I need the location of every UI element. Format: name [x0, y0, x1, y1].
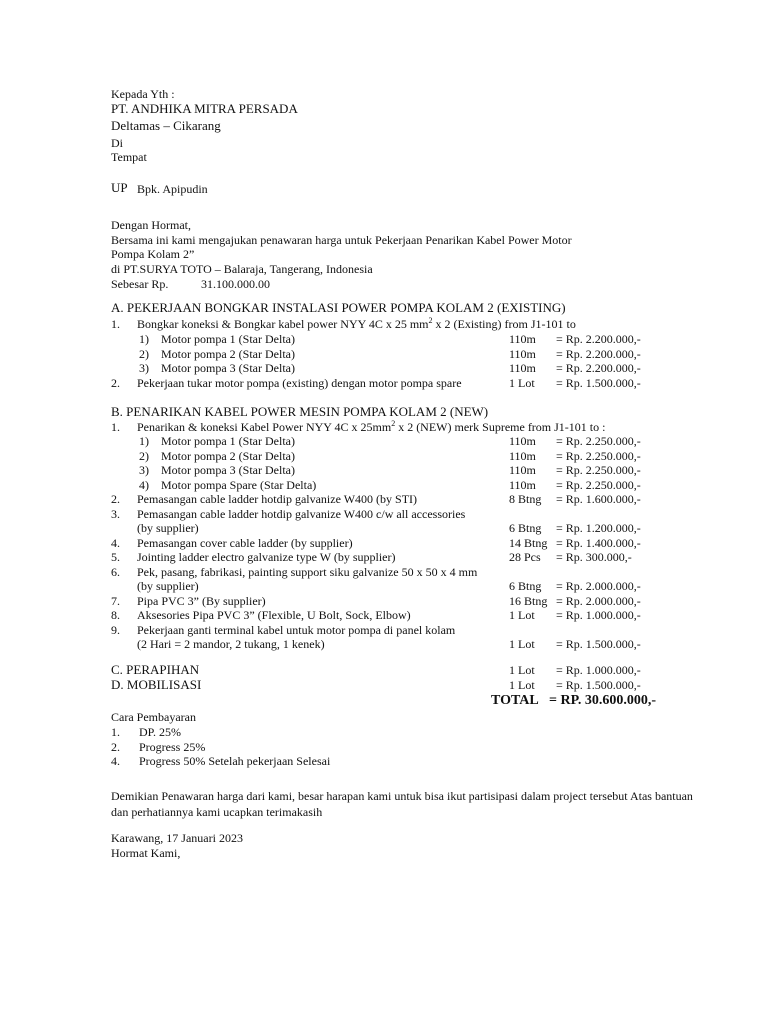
section-c-qty: 1 Lot: [509, 663, 535, 677]
section-b-item-number: 8.: [111, 608, 120, 622]
section-d-price: = Rp. 1.500.000,-: [556, 678, 641, 692]
section-a-subitem-desc: Motor pompa 2 (Star Delta): [161, 346, 295, 361]
section-b-subitem-qty: 110m: [509, 477, 536, 492]
closing-line-1: Demikian Penawaran harga dari kami, besar harapan kami untuk bisa ikut partisipasi dalam project tersebut Atas bantuan: [111, 789, 693, 803]
section-b-subitem-number: 2): [139, 448, 149, 463]
payment-item-text: Progress 50% Setelah pekerjaan Selesai: [139, 754, 331, 768]
section-b-item-price: = Rp. 1.600.000,-: [556, 492, 641, 506]
payment-item-text: DP. 25%: [139, 725, 182, 739]
section-b-subitem-price: = Rp. 2.250.000,-: [556, 434, 641, 448]
section-b-item-qty: 16 Btng: [509, 593, 548, 608]
section-c-title: C. PERAPIHAN: [111, 662, 200, 677]
section-a-subitem-price: = Rp. 2.200.000,-: [556, 361, 641, 375]
section-b-subitem-price: = Rp. 2.250.000,-: [556, 448, 641, 463]
recipient-company: PT. ANDHIKA MITRA PERSADA: [111, 101, 298, 116]
section-a-subitem-price: = Rp. 2.200.000,-: [556, 332, 641, 346]
section-a-subitem-qty: 110m: [509, 332, 536, 346]
section-b-item-price: = Rp. 2.000.000,-: [556, 593, 641, 608]
section-b-subitem-qty: 110m: [509, 434, 536, 448]
up-label: UP: [111, 180, 128, 195]
section-b-item-desc: Jointing ladder electro galvanize type W (by supplier): [137, 550, 396, 564]
payment-item-number: 1.: [111, 725, 120, 739]
section-a-subitem-desc: Motor pompa 1 (Star Delta): [161, 332, 295, 346]
section-b-item-price: = Rp. 300.000,-: [556, 550, 632, 564]
section-d-title: D. MOBILISASI: [111, 677, 202, 692]
section-a-item2-qty: 1 Lot: [509, 376, 535, 390]
section-a-subitem-number: 1): [139, 332, 149, 346]
section-a-subitem-desc: Motor pompa 3 (Star Delta): [161, 361, 295, 375]
section-b-item-desc: Pek, pasang, fabrikasi, painting support siku galvanize 50 x 50 x 4 mm: [137, 564, 478, 579]
section-b-subitem-price: = Rp. 2.250.000,-: [556, 463, 641, 477]
total-value: = RP. 30.600.000,-: [549, 693, 657, 708]
section-b-item-price: = Rp. 1.200.000,-: [556, 521, 641, 535]
section-b-subitem-number: 1): [139, 434, 149, 448]
section-c-price: = Rp. 1.000.000,-: [556, 663, 641, 677]
section-a-title: A. PEKERJAAN BONGKAR INSTALASI POWER POMPA KOLAM 2 (EXISTING): [111, 300, 566, 315]
section-a-subitem-qty: 110m: [509, 346, 536, 361]
recipient-tempat: Tempat: [111, 150, 147, 164]
section-b-item-desc: Pemasangan cable ladder hotdip galvanize W400 (by STI): [137, 492, 418, 506]
intro-line-2: Pompa Kolam 2”: [111, 247, 195, 261]
section-b-item-desc: Pemasangan cable ladder hotdip galvanize W400 c/w all accessories: [137, 506, 466, 521]
section-a-subitem-price: = Rp. 2.200.000,-: [556, 346, 641, 361]
section-a-item1-desc: Bongkar koneksi & Bongkar kabel power NYY 4C x 25 $mm^2$ x 2 (Existing) from J1-101 to: [137, 316, 576, 331]
section-a-item2-number: 2.: [111, 376, 120, 390]
sebesar-value: 31.100.000.00: [201, 277, 270, 291]
section-b-item-qty: 28 Pcs: [509, 550, 541, 564]
payment-item-number: 2.: [111, 739, 120, 754]
section-b-subitem-price: = Rp. 2.250.000,-: [556, 477, 641, 492]
section-a-subitem-number: 3): [139, 361, 149, 375]
section-b-subitem-desc: Motor pompa Spare (Star Delta): [161, 477, 317, 492]
closing-line-2: dan perhatiannya kami ucapkan terimakasih: [111, 805, 323, 819]
payment-item-number: 4.: [111, 754, 120, 768]
section-b-item1-desc: Penarikan & koneksi Kabel Power NYY 4C x $25mm^2$ x 2 (NEW) merk Supreme from J1-101 to :: [137, 419, 606, 434]
section-b-item1-number: 1.: [111, 420, 120, 434]
section-b-item-price: = Rp. 1.400.000,-: [556, 535, 641, 550]
section-b-item-number: 5.: [111, 550, 120, 564]
section-b-item-qty: 1 Lot: [509, 608, 535, 622]
intro-line-1: Bersama ini kami mengajukan penawaran harga untuk Pekerjaan Penarikan Kabel Power Motor: [111, 233, 572, 247]
section-b-title: B. PENARIKAN KABEL POWER MESIN POMPA KOLAM 2 (NEW): [111, 404, 489, 419]
section-a-subitem-qty: 110m: [509, 361, 536, 375]
section-b-item-qty: 8 Btng: [509, 492, 542, 506]
section-b-item-desc-cont: (by supplier): [137, 521, 199, 535]
section-b-item-number: 7.: [111, 593, 120, 608]
section-b-item-qty: 6 Btng: [509, 579, 542, 593]
section-b-item-desc-cont: (2 Hari = 2 mandor, 2 tukang, 1 kenek): [137, 637, 325, 651]
recipient-address: Deltamas – Cikarang: [111, 118, 221, 133]
section-b-subitem-number: 4): [139, 477, 149, 492]
payment-title: Cara Pembayaran: [111, 710, 196, 724]
section-a-subitem-number: 2): [139, 346, 149, 361]
section-b-item-price: = Rp. 1.000.000,-: [556, 608, 641, 622]
section-b-subitem-qty: 110m: [509, 463, 536, 477]
section-a-item1-number: 1.: [111, 317, 120, 331]
intro-line-3: di PT.SURYA TOTO – Balaraja, Tangerang, Indonesia: [111, 262, 373, 276]
up-name: Bpk. Apipudin: [137, 182, 208, 196]
section-b-item-desc: Pemasangan cover cable ladder (by supplier): [137, 535, 353, 550]
section-b-item-price: = Rp. 2.000.000,-: [556, 579, 641, 593]
section-b-subitem-number: 3): [139, 463, 149, 477]
recipient-di: Di: [111, 136, 123, 150]
section-b-item-qty: 1 Lot: [509, 637, 535, 651]
section-b-item-desc-cont: (by supplier): [137, 579, 199, 593]
sebesar-label: Sebesar Rp.: [111, 277, 169, 291]
section-b-item-desc: Pipa PVC 3” (By supplier): [137, 593, 266, 608]
payment-item-text: Progress 25%: [139, 739, 206, 754]
section-b-item-number: 4.: [111, 535, 120, 550]
section-b-item-price: = Rp. 1.500.000,-: [556, 637, 641, 651]
section-b-item-desc: Pekerjaan ganti terminal kabel untuk motor pompa di panel kolam: [137, 622, 456, 637]
section-b-item-desc: Aksesories Pipa PVC 3” (Flexible, U Bolt, Sock, Elbow): [137, 608, 411, 622]
salutation-kepada: Kepada Yth :: [111, 87, 175, 101]
section-b-item-number: 9.: [111, 622, 120, 637]
total-label: TOTAL: [491, 693, 539, 708]
section-b-subitem-desc: Motor pompa 1 (Star Delta): [161, 434, 295, 448]
section-b-subitem-desc: Motor pompa 2 (Star Delta): [161, 448, 295, 463]
section-b-item-qty: 6 Btng: [509, 521, 542, 535]
section-b-item-qty: 14 Btng: [509, 535, 548, 550]
section-b-item-number: 2.: [111, 492, 120, 506]
closing-regards: Hormat Kami,: [111, 846, 181, 860]
greeting: Dengan Hormat,: [111, 218, 191, 232]
section-b-item-number: 6.: [111, 564, 120, 579]
section-a-item2-desc: Pekerjaan tukar motor pompa (existing) dengan motor pompa spare: [137, 376, 462, 390]
section-b-subitem-desc: Motor pompa 3 (Star Delta): [161, 463, 295, 477]
closing-place-date: Karawang, 17 Januari 2023: [111, 831, 243, 845]
section-b-item-number: 3.: [111, 506, 120, 521]
section-d-qty: 1 Lot: [509, 678, 535, 692]
section-a-item2-price: = Rp. 1.500.000,-: [556, 376, 641, 390]
section-b-subitem-qty: 110m: [509, 448, 536, 463]
